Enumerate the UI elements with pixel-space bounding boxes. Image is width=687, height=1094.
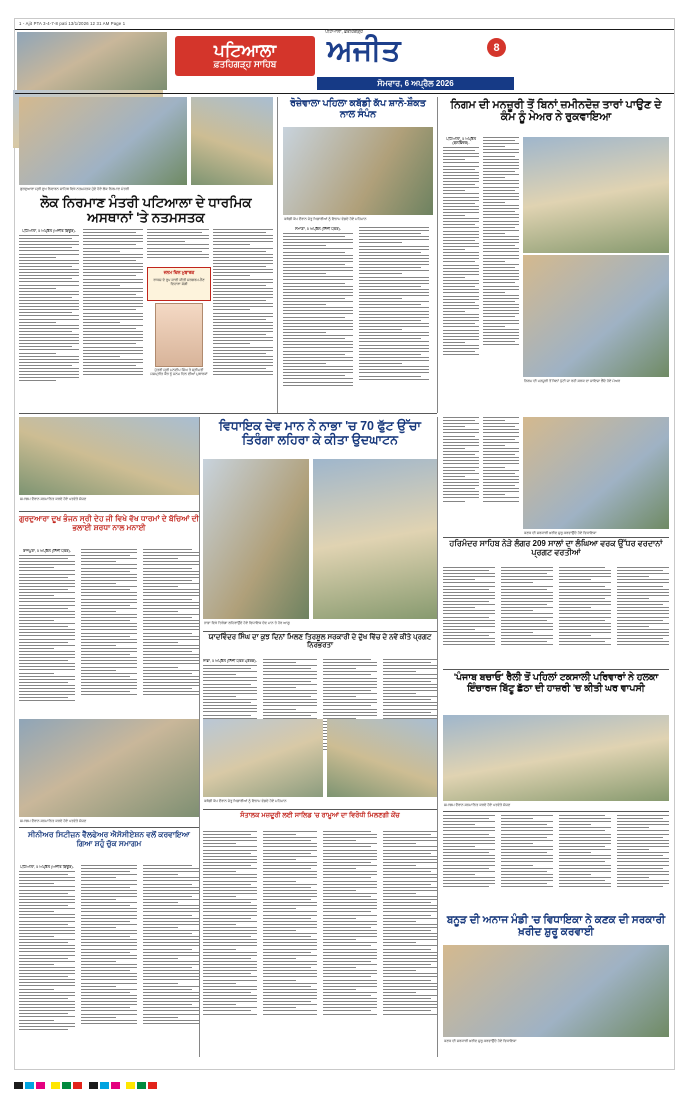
caption-5: ਨਾਭਾ ਵਿਖੇ ਤਿਰੰਗਾ ਲਹਿਰਾਉਂਦੇ ਹੋਏ ਵਿਧਾਇਕ ਦੇਵ ਮਾਨ ਤੇ ਹੋਰ ਆਗੂ: [204, 621, 290, 625]
article-photo-9: [523, 417, 669, 529]
article-10-col-2: [263, 831, 317, 1061]
page-sheet: [14, 18, 675, 1070]
article-10-col-4: [383, 831, 437, 1061]
masthead-center: [167, 30, 522, 92]
edition-label: ਪਟਿਆਲਾ, ਫ਼ਤਹਿਗੜ੍ਹ: [325, 29, 363, 34]
article-10-col-1: [203, 831, 257, 1061]
headline-2: ਰੋਜ਼ੇਵਾਲਾ ਪਹਿਲਾ ਕਬੱਡੀ ਕੱਪ ਸ਼ਾਨੋ-ਸ਼ੌਕਤ ਨਾਲ ਸੰਪੰਨ: [290, 98, 426, 120]
caption-1: ਗੁਰਦੁਆਰਾ ਸ੍ਰੀ ਦੂਖ ਨਿਵਾਰਨ ਸਾਹਿਬ ਵਿਖੇ ਨਤਮਸਤਕ ਹੁੰਦੇ ਹੋਏ ਲੋਕ ਨਿਰਮਾਣ ਮੰਤਰੀ: [20, 187, 129, 191]
article-photo-7: [203, 459, 309, 619]
masthead-photo-left: [17, 32, 167, 90]
masthead-title-box: [175, 36, 315, 76]
color-registration-bar: [14, 1076, 673, 1085]
article-3-col-2: [483, 137, 519, 409]
article-3-col-1: [443, 137, 479, 409]
headline-10: ਸੰਤਾਲਕ ਮਜ਼ਦੂਰੀ ਲਈ ਸਾਲਿਡ 'ਚ ਰਾਮੂਆਂ ਦਾ ਵਿਰੋਧੀ ਮਿਲਣਗੀ ਕੋਂਚ: [240, 812, 400, 819]
article-2-col-2: [359, 227, 429, 413]
caption-8: ਕਬੱਡੀ ਕੱਪ ਦੌਰਾਨ ਜੇਤੂ ਖਿਡਾਰੀਆਂ ਨੂੰ ਇਨਾਮ ਵੰਡਦੇ ਹੋਏ ਮਹਿਮਾਨ: [204, 799, 287, 803]
article-6-col-4: [617, 567, 669, 667]
birthday-kicker-box: [147, 267, 211, 301]
headline-11: ਬਨੂੜ ਦੀ ਅਨਾਜ ਮੰਡੀ 'ਚ ਵਿਧਾਇਕਾ ਨੇ ਕਣਕ ਦੀ ਸਰਕਾਰੀ ਖ਼ਰੀਦ ਸ਼ੁਰੂ ਕਰਵਾਈ: [446, 914, 666, 938]
article-photo-8: [313, 459, 437, 619]
byline-1: ਪਟਿਆਲਾ, 5 ਅਪ੍ਰੈਲ (ਅਜੀਤ ਬਿਊਰੋ)-: [22, 229, 76, 233]
article-6-col-1: [443, 567, 495, 667]
article-photo-5: [523, 255, 669, 377]
article-5-col-2: [81, 549, 137, 735]
caption-10: ਕਣਕ ਦੀ ਸਰਕਾਰੀ ਖ਼ਰੀਦ ਸ਼ੁਰੂ ਕਰਵਾਉਂਦੇ ਹੋਏ ਵਿਧਾਇਕਾ: [444, 1039, 517, 1043]
article-5-col-3: [143, 549, 199, 735]
article-1-col-4: [213, 229, 273, 409]
article-8-col-2: [501, 815, 553, 909]
caption-7: ਸਮਾਗਮ ਦੌਰਾਨ ਸਨਮਾਨਿਤ ਕਰਦੇ ਹੋਏ ਪਤਵੰਤੇ ਸੱਜਣ: [20, 819, 87, 823]
article-photo-10: [19, 719, 199, 817]
article-5-col-1: [19, 549, 75, 735]
article-photo-13: [443, 715, 669, 801]
print-info-bar: 1 - Ajit PTA 3-4-7-8 pati 13/1/2026 12 31 AM Page 1: [19, 21, 126, 26]
byline-3: ਪਟਿਆਲਾ, 5 ਅਪ੍ਰੈਲ (ਬਲਵਿੰਦਰ)-: [446, 137, 476, 145]
byline-2: ਸਮਾਣਾ, 5 ਅਪ੍ਰੈਲ (ਨਿੱਜੀ ਪੱਤਰ)-: [295, 227, 341, 231]
masthead-title-line1: ਪਟਿਆਲਾ: [213, 41, 277, 61]
article-6-col-2: [501, 567, 553, 667]
birthday-photo: [155, 303, 203, 367]
article-9-col-3: [143, 865, 199, 1061]
byline-9: ਪਟਿਆਲਾ, 5 ਅਪ੍ਰੈਲ (ਅਜੀਤ ਬਿਊਰੋ)-: [20, 865, 74, 869]
article-photo-2: [191, 97, 273, 185]
article-8-col-1: [443, 815, 495, 909]
article-photo-3: [283, 127, 433, 215]
caption-3: ਨਿਗਮ ਦੀ ਮਨਜ਼ੂਰੀ ਤੋਂ ਬਿਨਾਂ ਪੁੱਟੀ ਜਾ ਰਹੀ ਸੜਕ ਦਾ ਜਾਇਜ਼ਾ ਲੈਂਦੇ ਹੋਏ ਮੇਅਰ: [524, 379, 621, 383]
masthead-title-line2: ਫ਼ਤਹਿਗੜ੍ਹ ਸਾਹਿਬ: [213, 59, 277, 70]
date-line: ਸੋਮਵਾਰ, 6 ਅਪ੍ਰੈਲ 2026: [317, 77, 514, 90]
birthday-caption: ਪੁੱਤਰੀ ਸ੍ਰੀ ਮਨਦੀਪ ਸਿੰਘ ਤੇ ਸ੍ਰੀਮਤੀ ਜਸਪ੍ਰੀਤ ਕੌਰ ਨੂੰ ਜਨਮ ਦਿਨ ਦੀਆਂ ਮੁਬਾਰਕਾਂ: [150, 368, 208, 377]
headline-8: 'ਪੰਜਾਬ ਬਚਾਓ' ਰੈਲੀ ਤੋਂ ਪਹਿਲਾਂ ਟਕਸਾਲੀ ਪਰਿਵਾਰਾਂ ਨੇ ਹਲਕਾ ਇੰਚਾਰਜ ਬਿੱਟੂ ਛੱਠਾ ਦੀ ਹਾਜ਼ਰੀ 'ਚ ਕੀਤੀ ਘਰ ਵਾਪਸੀ: [453, 672, 659, 694]
article-2-col-1: [283, 227, 353, 413]
article-photo-12: [327, 719, 437, 797]
article-photo-14: [443, 945, 669, 1037]
headline-7: ਯਾਦਵਿੰਦਰ ਸਿੰਘ ਦਾ ਕੁਝ ਦਿਨਾਂ ਮਿਲਣ ਤਿਰਸ਼ੂਲ ਸਰਕਾਰੀ ਦੇ ਦੁੱਖ ਵਿੱਚ ਦੇ ਨਵੇਂ ਕੀਤੇ ਪ੍ਰਗਟ ਨਿਰਭਰਤਾ: [208, 634, 432, 649]
article-8-col-4: [617, 815, 669, 909]
article-9-col-2: [81, 865, 137, 1061]
article-3b-col-1: [443, 417, 479, 529]
birthday-subtext: ਰਾਕਸ਼ ਦੇ ਰੂਪ ਕਾਰੀ ਕੀਤੀ ਸਰਗਰਮ-ਨੈਣ ਦਿਹਾੜਾ ਸੰਗੀ: [153, 278, 205, 287]
masthead-brand: ਅਜੀਤ: [327, 34, 401, 67]
headline-4: ਵਿਧਾਇਕ ਦੇਵ ਮਾਨ ਨੇ ਨਾਭਾ 'ਚ 70 ਫੁੱਟ ਉੱਚਾ ਤਿਰੰਗਾ ਲਹਿਰਾ ਕੇ ਕੀਤਾ ਉਦਘਾਟਨ: [219, 419, 421, 447]
headline-6: ਹਰਿਮੰਦਰ ਸਾਹਿਬ ਨੇੜੇ ਲੰਗਰ 209 ਸਾਲਾਂ ਦਾ ਲੰਘਿਆ ਵਰਕ ਉੱਧਰ ਵਰਦਾਨਾਂ ਪ੍ਰਗਟ ਵਰਤੀਆਂ: [449, 539, 663, 557]
headline-1: ਲੋਕ ਨਿਰਮਾਣ ਮੰਤਰੀ ਪਟਿਆਲਾ ਦੇ ਧਾਰਮਿਕ ਅਸਥਾਨਾਂ 'ਤੇ ਨਤਮਸਤਕ: [40, 195, 252, 226]
article-photo-6: [19, 417, 199, 495]
headline-3: ਨਿਗਮ ਦੀ ਮਨਜ਼ੂਰੀ ਤੋਂ ਬਿਨਾਂ ਜ਼ਮੀਨਦੋਜ਼ ਤਾਰਾਂ ਪਾਉਣ ਦੇ ਕੰਮ ਨੂੰ ਮੇਅਰ ਨੇ ਰੁਕਵਾਇਆ: [450, 99, 662, 124]
article-3b-col-2: [483, 417, 519, 529]
headline-9: ਸੀਨੀਅਰ ਸਿਟੀਜ਼ਨ ਵੈੱਲਫੇਅਰ ਐਸੋਸੀਏਸ਼ਨ ਵਲੋਂ ਕਰਵਾਇਆ ਗਿਆ ਸ਼ਹੁੰ ਚੁੱਕ ਸਮਾਗਮ: [28, 830, 190, 848]
article-photo-4: [523, 137, 669, 253]
article-9-col-1: [19, 865, 75, 1061]
article-1-col-1: [19, 229, 79, 409]
article-photo-11: [203, 719, 323, 797]
article-photo-1: [19, 97, 187, 185]
article-8-col-3: [559, 815, 611, 909]
article-1-col-3-top: [147, 229, 209, 265]
page-number-badge: 8: [487, 38, 506, 57]
byline-5: ਰਾਜਪੁਰਾ, 5 ਅਪ੍ਰੈਲ (ਨਿੱਜੀ ਪੱਤਰ)-: [22, 549, 72, 553]
birthday-kicker: ਜਨਮ ਦਿਨ ਮੁਬਾਰਕ: [163, 270, 195, 275]
article-1-col-2: [83, 229, 143, 409]
masthead: [15, 30, 674, 92]
headline-5: ਗੁਰਦੁਆਰਾ ਦੂਖ ਭੰਜਨ ਸ੍ਰੀ ਦੇਹ ਜੀ ਵਿਖੇ ਵੱਖ ਧਾਰਮਾਂ ਦੇ ਬੱਚਿਆਂ ਦੀ ਭਲਾਈ ਸ਼ਰਧਾ ਨਾਲ ਮਨਾਈ: [19, 514, 199, 532]
article-6-col-3: [559, 567, 611, 667]
byline-7: ਨਾਭਾ, 5 ਅਪ੍ਰੈਲ (ਨਿੱਜੀ ਪੱਤਰ ਪ੍ਰੇਰਕ)-: [203, 659, 257, 663]
caption-2: ਕਬੱਡੀ ਕੱਪ ਦੌਰਾਨ ਜੇਤੂ ਖਿਡਾਰੀਆਂ ਨੂੰ ਇਨਾਮ ਵੰਡਦੇ ਹੋਏ ਮਹਿਮਾਨ: [284, 217, 367, 221]
article-10-col-3: [323, 831, 377, 1061]
caption-9: ਸਮਾਗਮ ਦੌਰਾਨ ਸਨਮਾਨਿਤ ਕਰਦੇ ਹੋਏ ਪਤਵੰਤੇ ਸੱਜਣ: [444, 803, 511, 807]
caption-6: ਕਣਕ ਦੀ ਸਰਕਾਰੀ ਖ਼ਰੀਦ ਸ਼ੁਰੂ ਕਰਵਾਉਂਦੇ ਹੋਏ ਵਿਧਾਇਕਾ: [524, 531, 597, 535]
caption-4: ਸਮਾਗਮ ਦੌਰਾਨ ਸਨਮਾਨਿਤ ਕਰਦੇ ਹੋਏ ਪਤਵੰਤੇ ਸੱਜਣ: [20, 497, 87, 501]
